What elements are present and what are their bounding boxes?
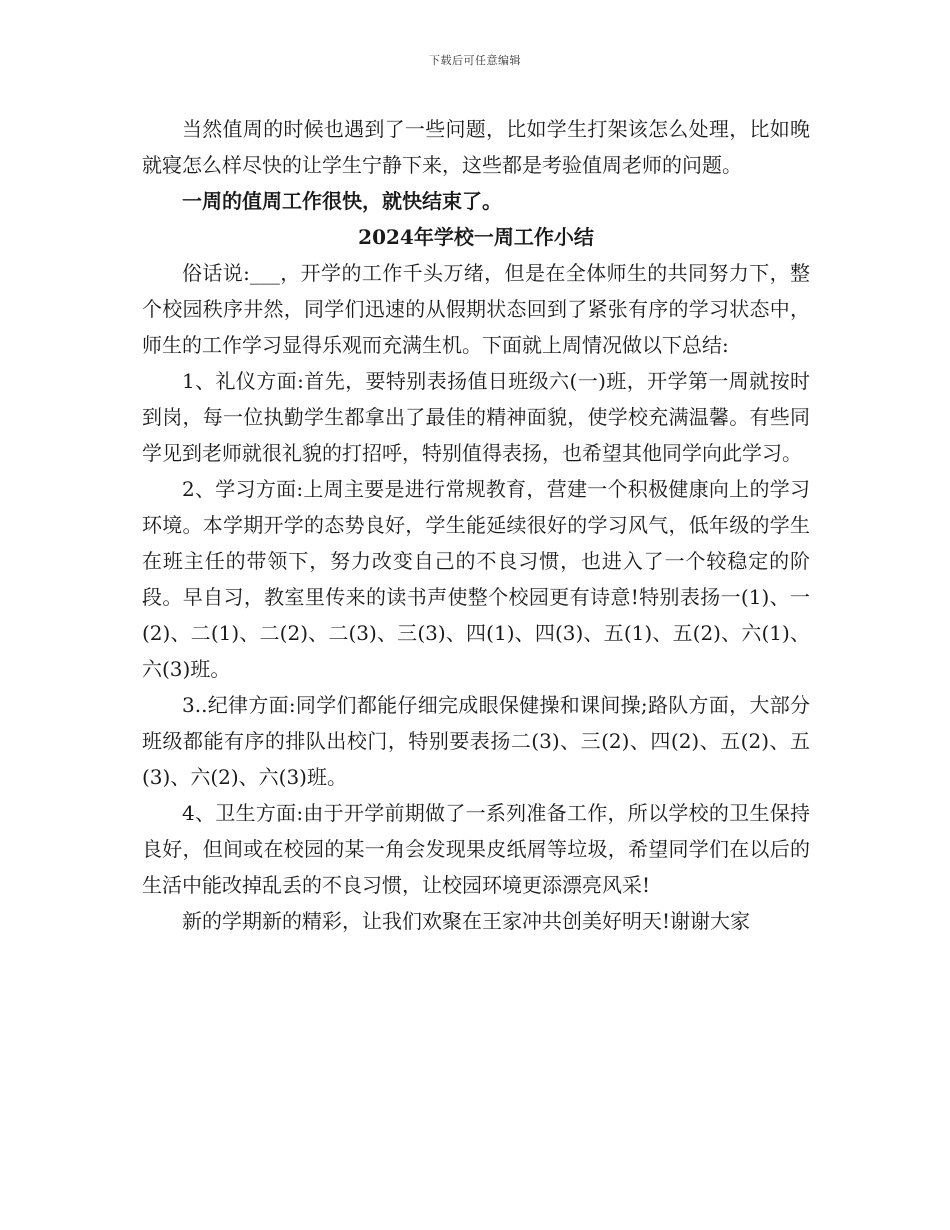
paragraph-duty-ending: 一周的值周工作很快，就快结束了。 <box>182 189 502 213</box>
paragraph-intro: 俗话说:___，开学的工作千头万绪，但是在全体师生的共同努力下，整个校园秩序井然，同学们迅速的从假期状态回到了紧张有序的学习状态中，师生的工作学习显得乐观而充满生机。下面就上周情况做以下总结: <box>142 261 810 357</box>
page-header: 下载后可任意编辑 <box>429 54 521 67</box>
paragraph-closing: 新的学期新的精彩，让我们欢聚在王家冲共创美好明天!谢谢大家 <box>182 909 751 933</box>
paragraph-duty-problems: 当然值周的时候也遇到了一些问题，比如学生打架该怎么处理，比如晚就寝怎么样尽快的让学生宁静下来，这些都是考验值周老师的问题。 <box>142 117 810 177</box>
paragraph-etiquette: 1、礼仪方面:首先，要特别表扬值日班级六(一)班，开学第一周就按时到岗，每一位执勤学生都拿出了最佳的精神面貌，使学校充满温馨。有些同学见到老师就很礼貌的打招呼，特别值得表扬，也希望其他同学向此学习。 <box>142 369 810 465</box>
document-title: 2024年学校一周工作小结 <box>358 225 594 249</box>
paragraph-hygiene: 4、卫生方面:由于开学前期做了一系列准备工作，所以学校的卫生保持良好，但间或在校园的某一角会发现果皮纸屑等垃圾，希望同学们在以后的生活中能改掉乱丢的不良习惯，让校园环境更添漂亮风采! <box>142 801 810 897</box>
document-body <box>142 111 810 939</box>
paragraph-discipline: 3..纪律方面:同学们都能仔细完成眼保健操和课间操;路队方面，大部分班级都能有序的排队出校门，特别要表扬二(3)、三(2)、四(2)、五(2)、五(3)、六(2)、六(3)班。 <box>142 693 810 789</box>
paragraph-study: 2、学习方面:上周主要是进行常规教育，营建一个积极健康向上的学习环境。本学期开学的态势良好，学生能延续很好的学习风气，低年级的学生在班主任的带领下，努力改变自己的不良习惯，也进入了一个较稳定的阶段。早自习，教室里传来的读书声使整个校园更有诗意!特别表扬一(1)、一(2)、二(1)、二(2)、二(3)、三(3)、四(1)、四(3)、五(1)、五(2)、六(1)、六(3)班。 <box>142 477 810 681</box>
